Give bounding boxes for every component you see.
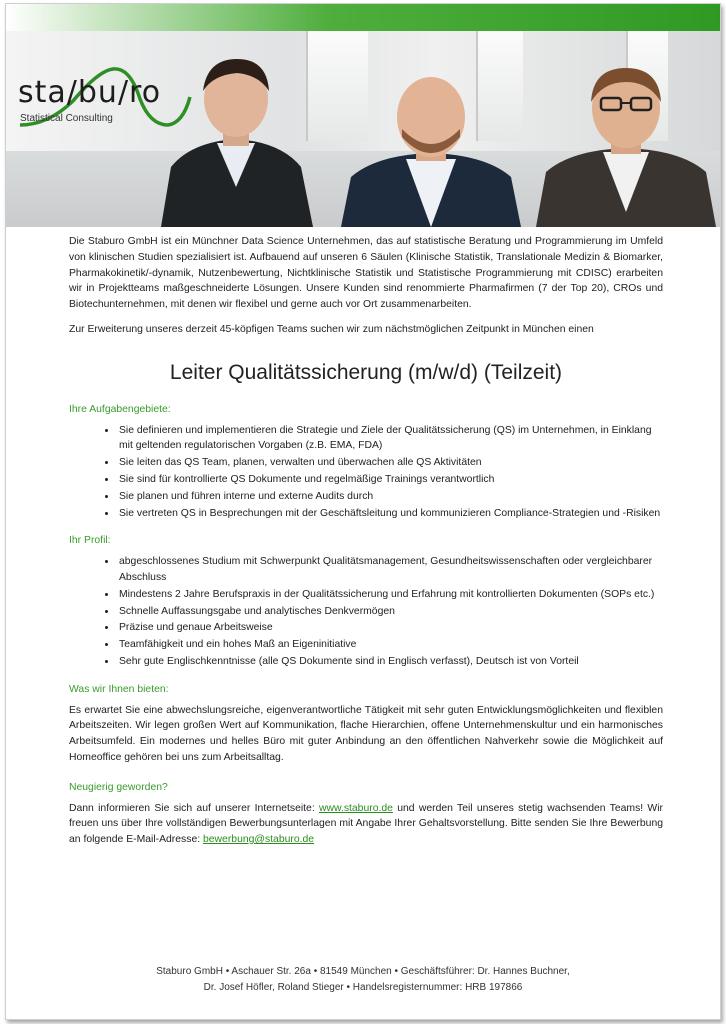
footer-line-1: Staburo GmbH • Aschauer Str. 26a • 81549 München • Geschäftsführer: Dr. Hannes Buchner, [156, 966, 570, 977]
list-item: • Schnelle Auffassungsgabe und analytisches Denkvermögen [117, 604, 663, 620]
job-title: Leiter Qualitätssicherung (m/w/d) (Teilzeit) [169, 360, 563, 384]
list-item: • Sie leiten das QS Team, planen, verwalten und überwachen alle QS Aktivitäten [117, 455, 663, 471]
footer-line-2: Dr. Josef Höfler, Roland Stieger • Handelsregisternummer: HRB 197866 [203, 982, 523, 993]
profile-list [69, 554, 663, 670]
offer-paragraph: Es erwartet Sie eine abwechslungsreiche, eigenverantwortliche Tätigkeit mit sehr guten Entwicklungsmöglichkeiten und flexiblen Arbeitszeiten. Wir legen großen Wert auf Kommunikation, flache Hierarchien, offene Unternehmenskultur und ein harmonisches Arbeitsumfeld. Ein modernes und helles Büro mit guter Anbindung an den öffentlichen Nahverkehr sowie die Möglichkeit auf Homeoffice gehören bei uns zum Arbeitsalltag. [69, 704, 663, 763]
list-item: • Sie sind für kontrollierte QS Dokumente und regelmäßige Trainings verantwortlich [117, 472, 663, 488]
staburo-logo [18, 61, 198, 131]
job-posting-page [5, 3, 721, 1020]
website-link[interactable]: www.staburo.de [319, 802, 393, 814]
tasks-list [69, 423, 663, 522]
intro-paragraph: Die Staburo GmbH ist ein Münchner Data Science Unternehmen, das auf statistische Beratung und Programmierung im Umfeld von klinischen Studien spezialisiert ist. Aufbauend auf unseren 6 Säulen (Klinische Statistik, Translationale Medizin & Biomarker, Pharmakokinetik/-dynamik, Nutzenbewertung, Nichtklinische Statistik und Statistische Programmierung mit CDISC) erarbeiten wir in Projektteams maßgeschneiderte Lösungen. Unsere Kunden sind renommierte Pharmafirmen (7 der Top 20), CROs und Biotechunternehmen, mit denen wir flexibel und gerne auch vor Ort zusammenarbeiten. [69, 236, 663, 311]
list-item: • Sie definieren und implementieren die Strategie und Ziele der Qualitätssicherung (QS) im Unternehmen, in Einklang mit geltenden regulatorischen Vorgaben (z.B. EMA, FDA) [117, 423, 663, 455]
list-item: • Sie vertreten QS in Besprechungen mit der Geschäftsleitung und kommunizieren Compliance-Strategien und -Risiken [117, 506, 663, 522]
green-header-bar [6, 4, 720, 31]
tasks-heading: Ihre Aufgabengebiete: [69, 403, 171, 415]
list-item: • abgeschlossenes Studium mit Schwerpunkt Qualitätsmanagement, Gesundheitswissenschaften oder vergleichbarer Abschluss [117, 554, 663, 586]
contact-text-1: Dann informieren Sie sich auf unserer Internetseite: [69, 802, 319, 814]
profile-heading: Ihr Profil: [69, 535, 111, 547]
company-footer [6, 964, 720, 996]
list-item: • Mindestens 2 Jahre Berufspraxis in der Qualitätssicherung und Erfahrung mit kontrollierten Dokumenten (SOPs etc.) [117, 587, 663, 603]
logo-tagline: Statistical Consulting [20, 113, 113, 124]
list-item: • Sehr gute Englischkenntnisse (alle QS Dokumente sind in Englisch verfasst), Deutsch ist von Vorteil [117, 654, 663, 670]
contact-paragraph [69, 801, 663, 848]
offer-heading: Was wir Ihnen bieten: [69, 683, 169, 695]
email-link[interactable]: bewerbung@staburo.de [203, 834, 315, 846]
posting-content [69, 234, 663, 857]
list-item: • Teamfähigkeit und ein hohes Maß an Eigeninitiative [117, 637, 663, 653]
person-right-photo [531, 62, 720, 227]
contact-text-2: und werden Teil unseres stetig wachsenden Teams! Wir freuen uns über Ihre vollständigen Bewerbungsunterlagen mit Angabe Ihrer Gehaltsvorstellung. Bitte senden Sie Ihre Bewerbung an folgende E-Mail-Adresse: [69, 802, 663, 846]
logo-wordmark: sta/bu/ro [18, 75, 162, 110]
person-middle-photo [336, 77, 526, 227]
curious-heading: Neugierig geworden? [69, 781, 168, 793]
list-item: • Sie planen und führen interne und externe Audits durch [117, 489, 663, 505]
list-item: • Präzise und genaue Arbeitsweise [117, 620, 663, 636]
intro-search-line: Zur Erweiterung unseres derzeit 45-köpfigen Teams suchen wir zum nächstmöglichen Zeitpunkt in München einen [69, 323, 594, 335]
team-photo [6, 31, 720, 227]
